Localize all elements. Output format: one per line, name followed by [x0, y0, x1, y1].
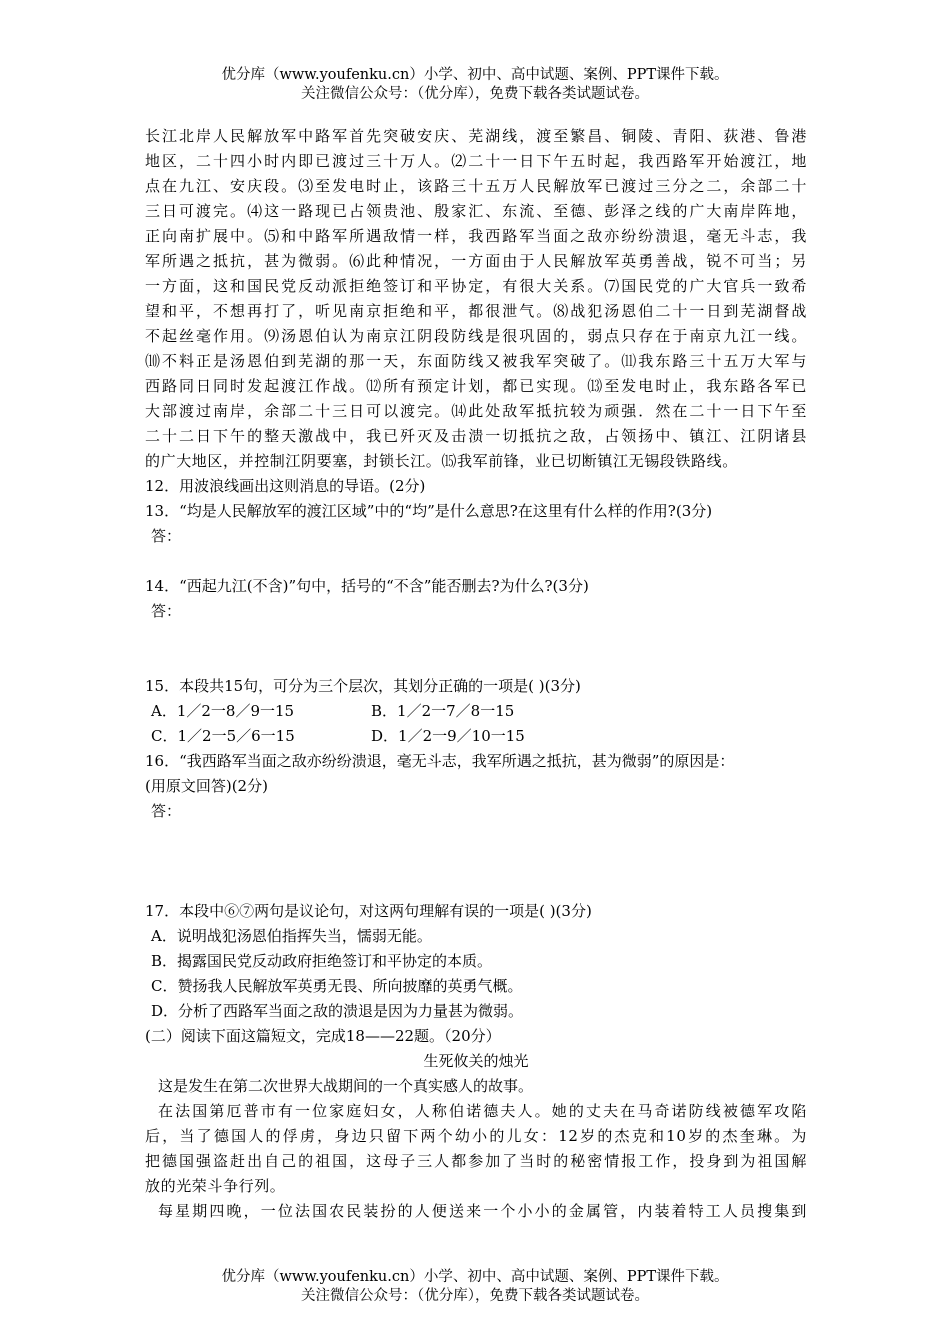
story-title: 生死攸关的烛光 — [423, 1052, 529, 1070]
passage-line: 军所遇之抵抗，甚为微弱。⑹此种情况，一方面由于人民解放军英勇善战，锐不可当；另 — [145, 252, 807, 270]
story-paragraph-1: 这是发生在第二次世界大战期间的一个真实感人的故事。 — [158, 1077, 534, 1095]
passage-line: 正向南扩展中。⑸和中路军所遇敌情一样，我西路军当面之敌亦纷纷溃退，毫无斗志，我 — [145, 227, 807, 245]
question-16-cont: (用原文回答)(2分) — [145, 777, 268, 795]
answer-space[interactable] — [145, 624, 807, 674]
story-paragraph-3: 每星期四晚，一位法国农民装扮的人便送来一个小小的金属管，内装着特工人员搜集到 — [158, 1202, 807, 1220]
story-paragraph-2 — [145, 1099, 807, 1199]
main-content — [145, 124, 807, 1224]
question-14: 14．“西起九江(不含)”句中，括号的“不含”能否删去?为什么?(3分) — [145, 577, 589, 595]
passage-line: 大部渡过南岸，余部二十三日可以渡完。⒁此处敌军抵抗较为顽强．然在二十一日下午至 — [145, 402, 807, 420]
question-17: 17．本段中⑥⑦两句是议论句，对这两句理解有误的一项是( )(3分) — [145, 902, 592, 920]
news-passage — [145, 124, 807, 474]
footer-line-2: 关注微信公众号：（优分库），免费下载各类试题试卷。 — [301, 1288, 649, 1304]
answer-space[interactable] — [145, 549, 807, 574]
passage-line: 一方面，这和国民党反动派拒绝签订和平协定，有很大关系。⑺国民党的广大官兵一致希 — [145, 277, 807, 295]
q15-options-row — [145, 699, 807, 724]
q15-option-b[interactable]: B．1／2一7／8一15 — [371, 702, 515, 720]
passage-line: 二十二日下午的整天激战中，我已歼灭及击溃一切抵抗之敌，占领扬中、镇江、江阴诸县 — [145, 427, 807, 445]
q17-option-d[interactable]: D．分析了西路军当面之敌的溃退是因为力量甚为微弱。 — [151, 1002, 524, 1020]
answer-label: 答： — [151, 802, 182, 820]
passage-line: 西路同日同时发起渡江作战。⑿所有预定计划，都已实现。⒀至发电时止，我东路各军已 — [145, 377, 807, 395]
story-line: 把德国强盗赶出自己的祖国，这母子三人都参加了当时的秘密情报工作，投身到为祖国解 — [145, 1152, 807, 1170]
passage-line: 点在九江、安庆段。⑶至发电时止，该路三十五万人民解放军已渡过三分之二，余部二十 — [145, 177, 807, 195]
passage-line: 长江北岸人民解放军中路军首先突破安庆、芜湖线，渡至繁昌、铜陵、青阳、荻港、鲁港 — [145, 127, 807, 145]
section-2-heading: (二）阅读下面这篇短文，完成18——22题。（20分） — [145, 1027, 501, 1045]
question-15: 15．本段共15句，可分为三个层次，其划分正确的一项是( )(3分) — [145, 677, 581, 695]
answer-label: 答： — [151, 527, 182, 545]
answer-space[interactable] — [145, 824, 807, 899]
q17-option-a[interactable]: A．说明战犯汤恩伯指挥失当，懦弱无能。 — [151, 927, 432, 945]
passage-line: 三日可渡完。⑷这一路现已占领贵池、殷家汇、东流、至德、彭泽之线的广大南岸阵地， — [145, 202, 807, 220]
q15-option-a[interactable]: A．1／2一8／9一15 — [151, 702, 295, 720]
q15-options-row — [145, 724, 807, 749]
q15-option-d[interactable]: D．1／2一9／10一15 — [371, 727, 525, 745]
story-line: 在法国第厄普市有一位家庭妇女，人称伯诺德夫人。她的丈夫在马奇诺防线被德军攻陷 — [158, 1102, 807, 1120]
footer-line-1: 优分库（www.youfenku.cn）小学、初中、高中试题、案例、PPT课件下载。 — [221, 1269, 729, 1285]
answer-label: 答： — [151, 602, 182, 620]
story-line: 放的光荣斗争行列。 — [145, 1177, 286, 1195]
q17-option-b[interactable]: B．揭露国民党反动政府拒绝签订和平协定的本质。 — [151, 952, 493, 970]
passage-line: 望和平，不想再打了，听见南京拒绝和平，都很泄气。⑻战犯汤恩伯二十一日到芜湖督战 — [145, 302, 807, 320]
passage-line: 的广大地区，并控制江阴要塞，封锁长江。⒂我军前锋，业已切断镇江无锡段铁路线。 — [145, 452, 738, 470]
page-header — [0, 66, 950, 104]
header-line-1: 优分库（www.youfenku.cn）小学、初中、高中试题、案例、PPT课件下载。 — [221, 67, 729, 83]
q17-option-c[interactable]: C．赞扬我人民解放军英勇无畏、所向披靡的英勇气概。 — [151, 977, 523, 995]
passage-line: ⑽不料正是汤恩伯到芜湖的那一天，东面防线又被我军突破了。⑾我东路三十五万大军与 — [145, 352, 807, 370]
passage-line: 不起丝毫作用。⑼汤恩伯认为南京江阴段防线是很巩固的，弱点只存在于南京九江一线。 — [145, 327, 807, 345]
story-line: 后，当了德国人的俘虏，身边只留下两个幼小的儿女：12岁的杰克和10岁的杰奎琳。为 — [145, 1127, 807, 1145]
passage-line: 地区，二十四小时内即已渡过三十万人。⑵二十一日下午五时起，我西路军开始渡江，地 — [145, 152, 807, 170]
question-12: 12．用波浪线画出这则消息的导语。(2分) — [145, 477, 426, 495]
question-16: 16．“我西路军当面之敌亦纷纷溃退，毫无斗志，我军所遇之抵抗，甚为微弱”的原因是： — [145, 752, 735, 770]
question-13: 13．“均是人民解放军的渡江区域”中的“均”是什么意思?在这里有什么样的作用?(3分) — [145, 502, 713, 520]
page-footer — [0, 1268, 950, 1306]
header-line-2: 关注微信公众号：（优分库），免费下载各类试题试卷。 — [301, 86, 649, 102]
q15-option-c[interactable]: C．1／2一5／6一15 — [151, 727, 295, 745]
